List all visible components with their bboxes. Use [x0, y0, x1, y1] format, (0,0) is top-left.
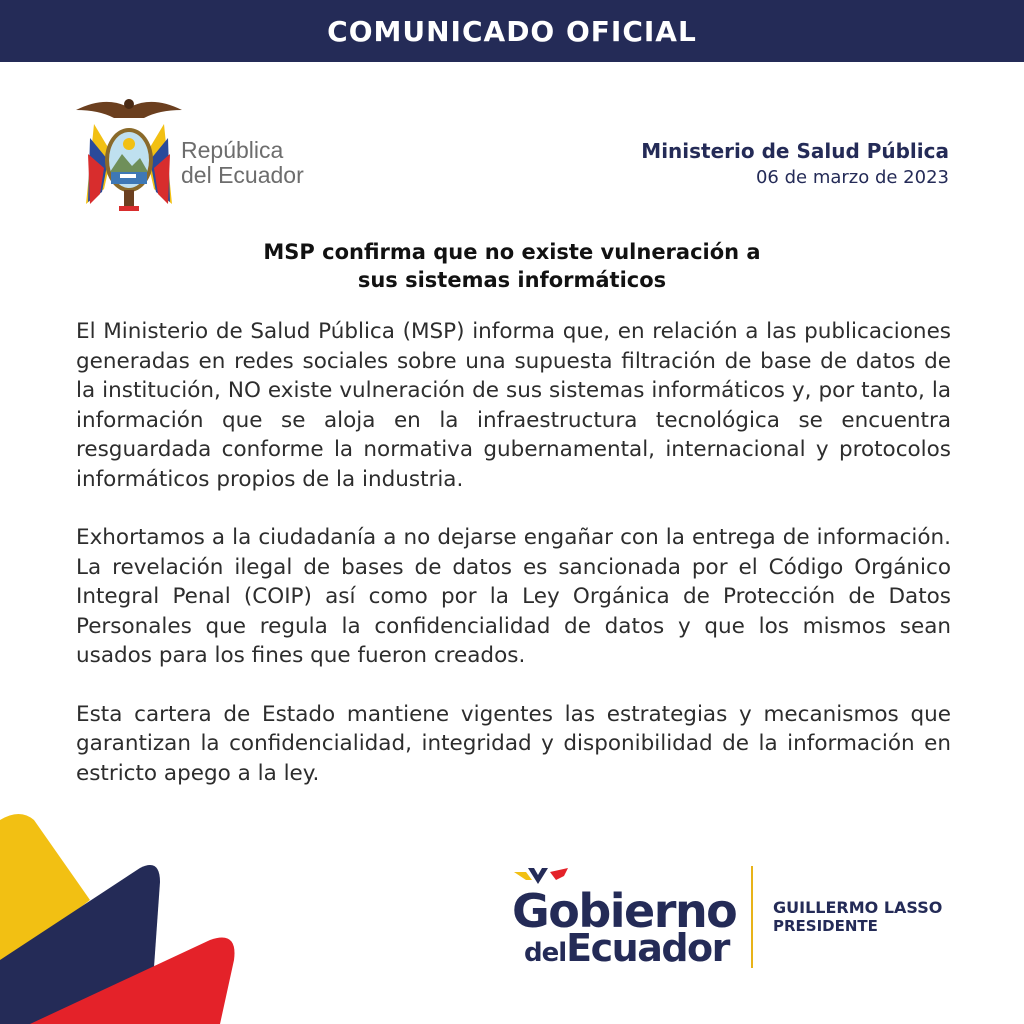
president-name: GUILLERMO LASSO [773, 898, 943, 917]
logo-divider [751, 866, 753, 968]
document-title [150, 238, 874, 294]
logo-del: del [524, 938, 567, 968]
paragraph: El Ministerio de Salud Pública (MSP) informa que, en relación a las publicaciones generadas en redes sociales sobre una supuesta filtración de base de datos de la institución, NO existe vulneración de sus sistemas informáticos y, por tanto, la información que se aloja en la infraestructura tecnológica se encuentra resguardada conforme la normativa gubernamental, internacional y protocolos informáticos propios de la industria. [76, 319, 951, 492]
president-block [773, 899, 942, 935]
document-body [76, 317, 951, 817]
republica-line1: República [181, 137, 284, 163]
paragraph: Esta cartera de Estado mantiene vigentes las estrategias y mecanismos que garantizan la confidencialidad, integridad y disponibilidad de la información en estricto apego a la ley. [76, 701, 951, 786]
decorative-flag-shapes [0, 790, 260, 1024]
republica-line2: del Ecuador [181, 162, 304, 188]
issue-date: 06 de marzo de 2023 [755, 167, 949, 188]
ministry-name: Ministerio de Salud Pública [641, 139, 949, 163]
president-role: PRESIDENTE [773, 917, 878, 935]
coat-of-arms-icon [74, 94, 184, 216]
ministry-block [641, 138, 949, 191]
logo-ecuador: Ecuador [566, 926, 729, 970]
header-bar [0, 0, 1024, 62]
republica-label [181, 138, 304, 188]
document-title-line2: sus sistemas informáticos [357, 268, 667, 292]
paragraph: Exhortamos a la ciudadanía a no dejarse engañar con la entrega de información. La revelación ilegal de bases de datos es sancionada por el Código Orgánico Integral Penal (COIP) así como por la Ley Orgánica de Protección de Datos Personales que regula la confidencialidad de datos y que los mismos sean usados para los fines que fueron creados. [76, 525, 951, 668]
logo-gobierno: Gobierno [512, 884, 737, 938]
header-title: COMUNICADO OFICIAL [327, 14, 697, 48]
document-title-line1: MSP confirma que no existe vulneración a [263, 240, 761, 264]
logo-del-ecuador [524, 926, 729, 970]
